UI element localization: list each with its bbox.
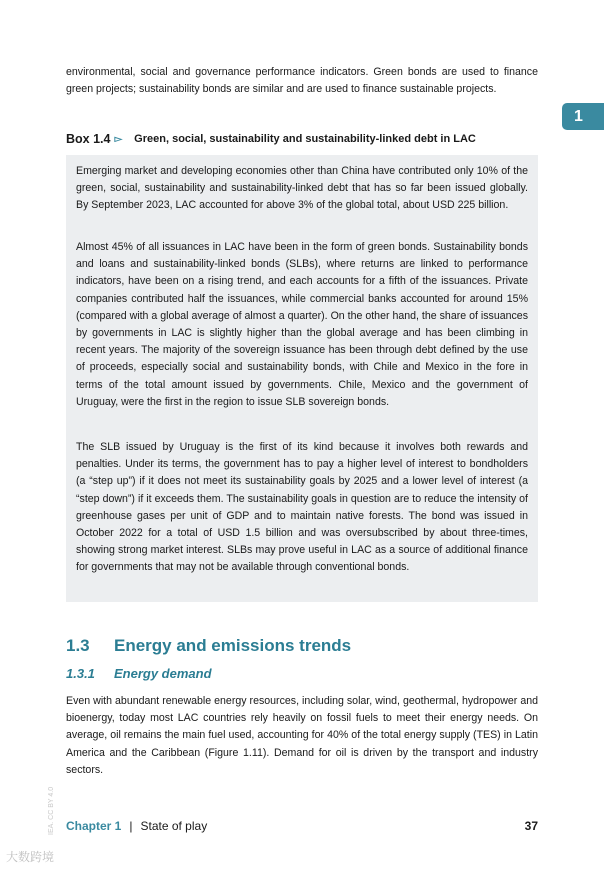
box-paragraph: Emerging market and developing economies other than China have contributed only 10% of the green, social, sustainability and sustainability-linked debt that has so far been issued globally. By September 2023, LAC accounted for above 3% of the global total, about USD 225 billion. bbox=[76, 165, 528, 212]
triangle-marker-icon: ▻ bbox=[114, 133, 123, 145]
license-note: IEA. CC BY 4.0 bbox=[48, 786, 55, 835]
subsection-number: 1.3.1 bbox=[66, 666, 95, 681]
box-heading bbox=[66, 132, 476, 146]
box-paragraph: The SLB issued by Uruguay is the first of its kind because it involves both rewards and penalties. Under its terms, the government has to pay a higher level of interest to bondholders (a “step up”) if it does not meet its sustainability goals by 2025 and a lower level of interest (a “step down”) if it exceeds them. The sustainability goals in question are to reduce the intensity of greenhouse gases per unit of GDP and to maintain native forests. The bond was issued in October 2022 for a total of USD 1.5 billion and was oversubscribed by about three-times, showing strong market interest. SLBs may prove useful in LAC as a source of additional finance for governments that may not be available through conventional bonds. bbox=[76, 441, 528, 574]
subsection-title: Energy demand bbox=[114, 666, 212, 681]
body-paragraph: Even with abundant renewable energy resources, including solar, wind, geothermal, hydropower and bioenergy, today most LAC countries rely heavily on fossil fuels to meet their energy needs. On average, oil remains the main fuel used, accounting for 40% of the total energy supply (TES) in Latin America and the Caribbean (Figure 1.11). Demand for oil is driven by the transport and industry sectors. bbox=[66, 695, 538, 776]
section-title: Energy and emissions trends bbox=[114, 636, 352, 655]
intro-paragraph: environmental, social and governance performance indicators. Green bonds are used to finance green projects; sustainability bonds are similar and are used to finance sustainable projects. bbox=[66, 66, 538, 96]
footer-chapter: Chapter 1 bbox=[66, 819, 122, 833]
box-title: Green, social, sustainability and sustainability-linked debt in LAC bbox=[134, 133, 476, 145]
box-label: Box 1.4 bbox=[66, 132, 111, 146]
subsection-heading bbox=[66, 666, 212, 681]
section-number: 1.3 bbox=[66, 636, 90, 655]
box-panel bbox=[66, 155, 538, 602]
box-paragraph: Almost 45% of all issuances in LAC have been in the form of green bonds. Sustainability bonds and loans and sustainability-linked bonds (SLBs), where returns are linked to performance indicators, have been on a rising trend, and each accounts for a fifth of the issuances. Private companies contributed half the issuances, while commercial banks accounted for around 15% (compared with a global average of almost a quarter). On the other hand, the share of issuances by governments in LAC is slightly higher than the global average and has been climbing in recent years. The majority of the sovereign issuance has been through debt defined by the use of proceeds, especially social and sustainability bonds, with Chile and Mexico in the fore in terms of the total amount issued by governments. Chile, Mexico and the government of Uruguay, were the first in the region to issue SLB sovereign bonds. bbox=[76, 241, 528, 408]
footer-title: State of play bbox=[140, 819, 208, 833]
page-footer bbox=[66, 819, 538, 833]
chapter-tab: 1 bbox=[562, 103, 604, 130]
footer-separator: | bbox=[129, 819, 133, 833]
page-number: 37 bbox=[524, 819, 538, 833]
watermark: 大数跨境 bbox=[6, 850, 55, 864]
section-heading bbox=[66, 636, 351, 656]
